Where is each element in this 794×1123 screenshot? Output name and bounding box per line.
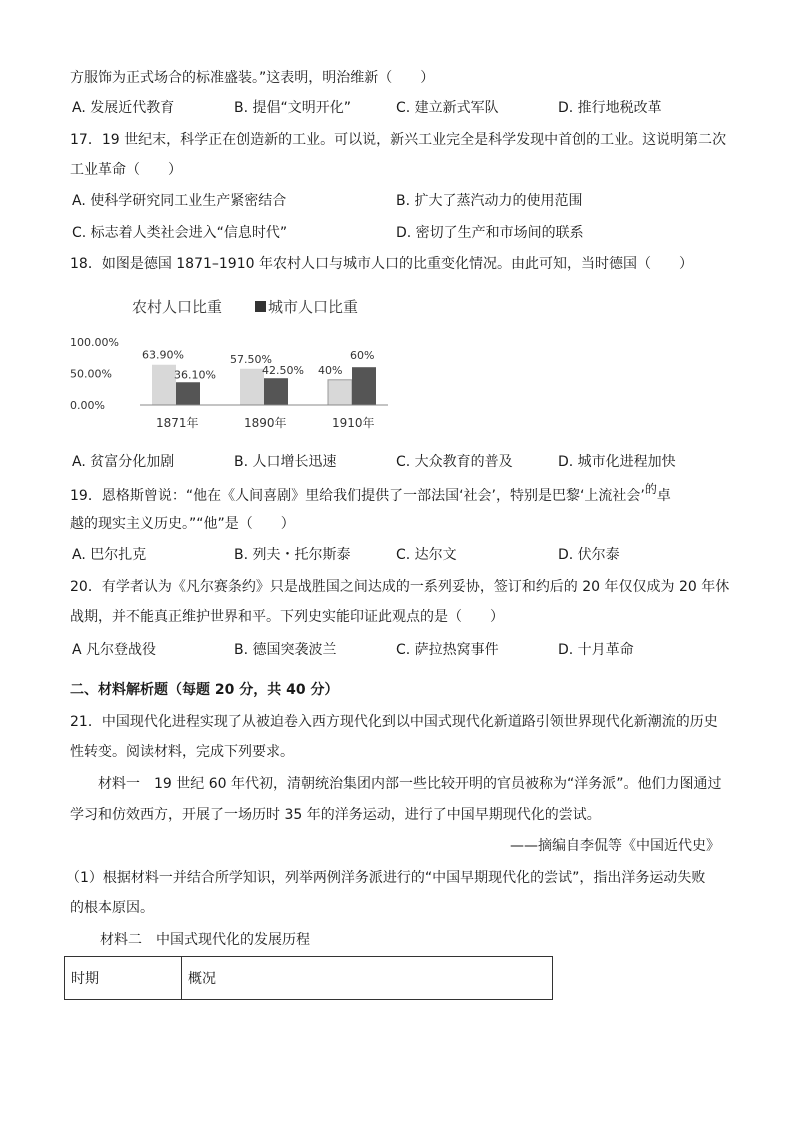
legend-swatch-urban [255, 301, 266, 312]
q16-option-a: A. 发展近代教育 [72, 100, 175, 116]
q18-option-d: D. 城市化进程加快 [558, 454, 676, 470]
material-2-title: 材料二 中国式现代化的发展历程 [100, 932, 310, 948]
data-label: 60% [350, 349, 375, 363]
q19-stem-line1 [70, 482, 671, 506]
table-header-overview: 概况 [182, 957, 553, 1000]
y-tick-label: 0.00% [70, 399, 105, 412]
table-header-period: 时期 [65, 957, 182, 1000]
q17-stem-line1: 17．19 世纪末，科学正在创造新的工业。可以说，新兴工业完全是科学发现中首创的工业。这说明第二次 [70, 132, 727, 148]
q19-option-b: B. 列夫・托尔斯泰 [234, 547, 351, 563]
q19-superscript: 的 [644, 482, 657, 496]
q19-option-a: A. 巴尔扎克 [72, 547, 147, 563]
q16-option-d: D. 推行地税改革 [558, 100, 662, 116]
q20-option-b: B. 德国突袭波兰 [234, 642, 337, 658]
population-bar-chart [70, 290, 390, 435]
q16-option-b: B. 提倡“文明开化” [234, 100, 352, 116]
q19-stem-text-b: 卓 [656, 488, 671, 504]
x-tick-label: 1871年 [156, 416, 199, 430]
chart-y-axis [70, 336, 119, 412]
legend-label-rural: 农村人口比重 [132, 298, 223, 316]
q16-option-c: C. 建立新式军队 [396, 100, 499, 116]
q20-option-c: C. 萨拉热窝事件 [396, 642, 499, 658]
q18-option-b: B. 人口增长迅速 [234, 454, 337, 470]
bar-rural-1 [240, 369, 264, 405]
q18-stem: 18．如图是德国 1871–1910 年农村人口与城市人口的比重变化情况。由此可知，当时德国（ ） [70, 256, 693, 272]
x-tick-label: 1890年 [244, 416, 287, 430]
material-1-line1: 材料一 19 世纪 60 年代初，清朝统治集团内部一些比较开明的官员被称为“洋务派”。他们力图通过 [98, 776, 722, 792]
table-header-row [65, 957, 553, 1000]
bar-urban-2 [352, 367, 376, 405]
q17-option-d: D. 密切了生产和市场间的联系 [396, 225, 584, 241]
legend-label-urban: 城市人口比重 [268, 298, 359, 316]
x-tick-label: 1910年 [332, 416, 375, 430]
q20-stem-line1: 20．有学者认为《凡尔赛条约》只是战胜国之间达成的一系列妥协，签订和约后的 20 年仅仅成为 20 年休 [70, 579, 730, 595]
material-2-table [64, 956, 553, 1000]
q18-option-a: A. 贫富分化加剧 [72, 454, 175, 470]
bar-urban-1 [264, 378, 288, 405]
chart-x-axis [140, 405, 388, 430]
q21-stem-line1: 21．中国现代化进程实现了从被迫卷入西方现代化到以中国式现代化新道路引领世界现代化新潮流的历史 [70, 714, 718, 730]
section-2-title: 二、材料解析题（每题 20 分，共 40 分） [70, 682, 339, 698]
material-1-line2: 学习和仿效西方，开展了一场历时 35 年的洋务运动，进行了中国早期现代化的尝试。 [70, 807, 601, 823]
data-label: 36.10% [174, 368, 216, 382]
q19-option-d: D. 伏尔泰 [558, 547, 620, 563]
q21-part1-line1: （1）根据材料一并结合所学知识，列举两例洋务派进行的“中国早期现代化的尝试”，指出洋务运动失败 [66, 870, 706, 886]
q17-option-b: B. 扩大了蒸汽动力的使用范围 [396, 193, 583, 209]
q19-stem-text: 19．恩格斯曾说：“他在《人间喜剧》里给我们提供了一部法国‘社会’，特别是巴黎‘上流社会’ [70, 488, 645, 504]
q19-stem-line2: 越的现实主义历史。”“他”是（ ） [70, 516, 295, 532]
q20-option-a: A 凡尔登战役 [72, 642, 157, 658]
q20-stem-line2: 战期，并不能真正维护世界和平。下列史实能印证此观点的是（ ） [70, 609, 504, 625]
bar-urban-0 [176, 382, 200, 405]
data-label: 63.90% [142, 348, 184, 362]
q21-stem-line2: 性转变。阅读材料，完成下列要求。 [70, 744, 294, 760]
q17-option-a: A. 使科学研究同工业生产紧密结合 [72, 193, 287, 209]
y-tick-label: 50.00% [70, 367, 112, 381]
q21-part1-line2: 的根本原因。 [70, 900, 154, 916]
q17-stem-line2: 工业革命（ ） [70, 162, 182, 178]
bar-rural-2 [328, 380, 352, 405]
chart-legend [132, 298, 358, 316]
q16-stem-tail: 方服饰为正式场合的标准盛装。”这表明，明治维新（ ） [70, 70, 435, 86]
material-1-source: ——摘编自李侃等《中国近代史》 [510, 838, 720, 854]
q18-option-c: C. 大众教育的普及 [396, 454, 513, 470]
q20-option-d: D. 十月革命 [558, 642, 634, 658]
data-label: 42.50% [262, 364, 304, 378]
data-label: 40% [318, 363, 343, 377]
q17-option-c: C. 标志着人类社会进入“信息时代” [72, 225, 288, 241]
data-label: 57.50% [230, 352, 272, 366]
q19-option-c: C. 达尔文 [396, 547, 457, 563]
chart-bars [142, 349, 376, 405]
bar-rural-0 [152, 365, 176, 405]
y-tick-label: 100.00% [70, 336, 119, 349]
